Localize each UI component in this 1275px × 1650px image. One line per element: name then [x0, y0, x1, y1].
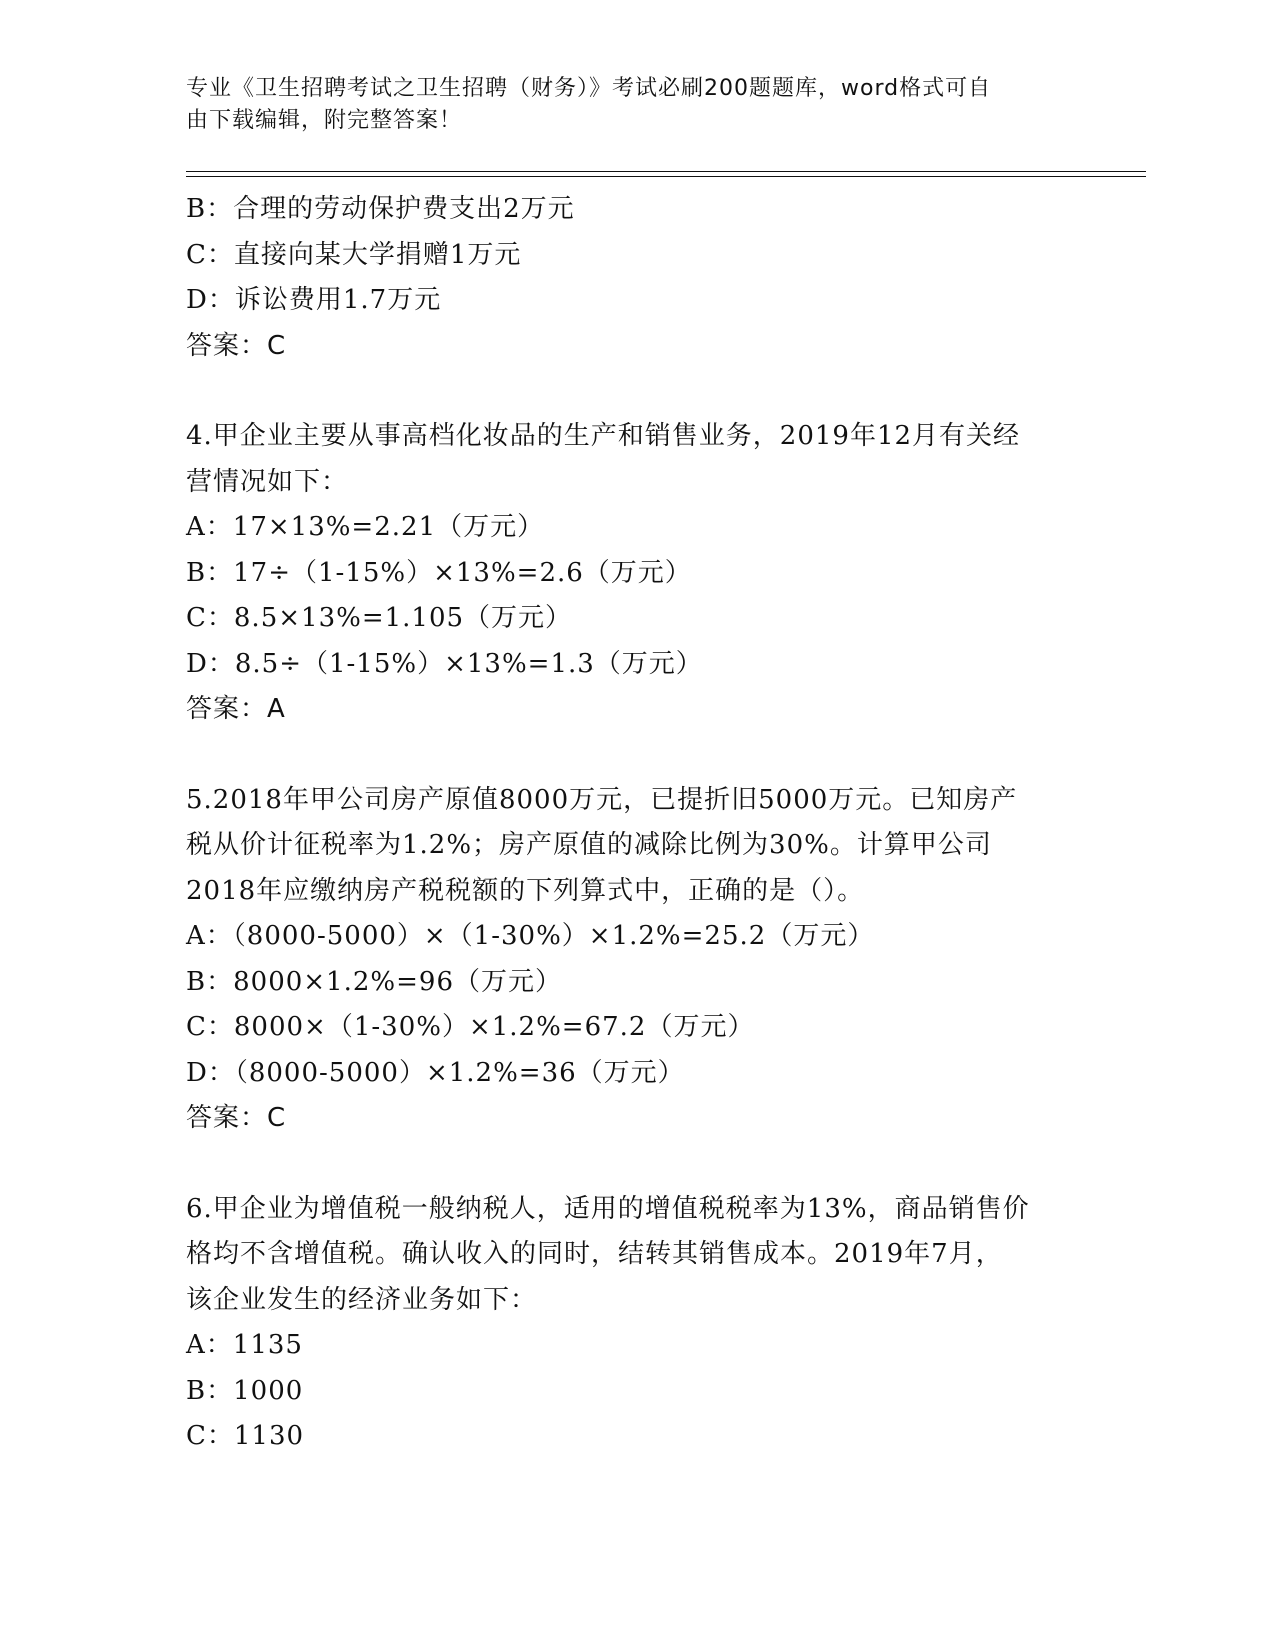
- question-stem: 5.2018年甲公司房产原值8000万元，已提折旧5000万元。已知房产: [186, 784, 1018, 815]
- option-d: D：8.5÷（1-15%）×13%=1.3（万元）: [186, 648, 703, 679]
- spacer: [186, 369, 1086, 414]
- question-stem: 税从价计征税率为1.2%；房产原值的减除比例为30%。计算甲公司: [186, 830, 992, 860]
- answer: 答案：C: [186, 330, 287, 361]
- question-4: [186, 414, 1086, 733]
- question-stem: 4.甲企业主要从事高档化妆品的生产和销售业务，2019年12月有关经: [186, 421, 1021, 451]
- question-stem: 格均不含增值税。确认收入的同时，结转其销售成本。2019年7月，: [186, 1239, 1003, 1269]
- option-c: C：直接向某大学捐赠1万元: [186, 239, 522, 270]
- option-a: A：1135: [186, 1330, 303, 1360]
- option-b: B：8000×1.2%=96（万元）: [186, 966, 562, 997]
- question-6: [186, 1187, 1086, 1460]
- spacer: [186, 733, 1086, 778]
- header-rule-top: [186, 171, 1146, 172]
- header-rule-bottom: [186, 176, 1146, 177]
- question-5: [186, 778, 1086, 1142]
- option-a: A：17×13%=2.21（万元）: [186, 512, 545, 542]
- header-line-1: 专业《卫生招聘考试之卫生招聘（财务）》考试必刷200题题库，word格式可自: [186, 76, 992, 101]
- option-b: B：17÷（1-15%）×13%=2.6（万元）: [186, 557, 692, 588]
- document-header: [186, 73, 1066, 137]
- answer: 答案：C: [186, 1103, 287, 1133]
- answer: 答案：A: [186, 694, 286, 724]
- option-c: C：8000×（1-30%）×1.2%=67.2（万元）: [186, 1012, 755, 1042]
- option-c: C：8.5×13%=1.105（万元）: [186, 603, 573, 633]
- option-d: D：（8000-5000）×1.2%=36（万元）: [186, 1057, 685, 1088]
- question-stem: 营情况如下：: [186, 466, 349, 497]
- question-list: [186, 187, 1086, 1460]
- header-line-2: 由下载编辑，附完整答案！: [186, 108, 463, 133]
- question-stem: 2018年应缴纳房产税税额的下列算式中，正确的是（）。: [186, 875, 865, 906]
- option-d: D：诉讼费用1.7万元: [186, 285, 442, 315]
- question-stem: 该企业发生的经济业务如下：: [186, 1284, 538, 1315]
- option-b: B：合理的劳动保护费支出2万元: [186, 194, 575, 224]
- spacer: [186, 1142, 1086, 1187]
- question-stem: 6.甲企业为增值税一般纳税人，适用的增值税税率为13%，商品销售价: [186, 1193, 1030, 1224]
- question-3: [186, 187, 1086, 369]
- option-a: A：（8000-5000）×（1-30%）×1.2%=25.2（万元）: [186, 921, 875, 951]
- option-b: B：1000: [186, 1375, 304, 1406]
- option-c: C：1130: [186, 1421, 305, 1451]
